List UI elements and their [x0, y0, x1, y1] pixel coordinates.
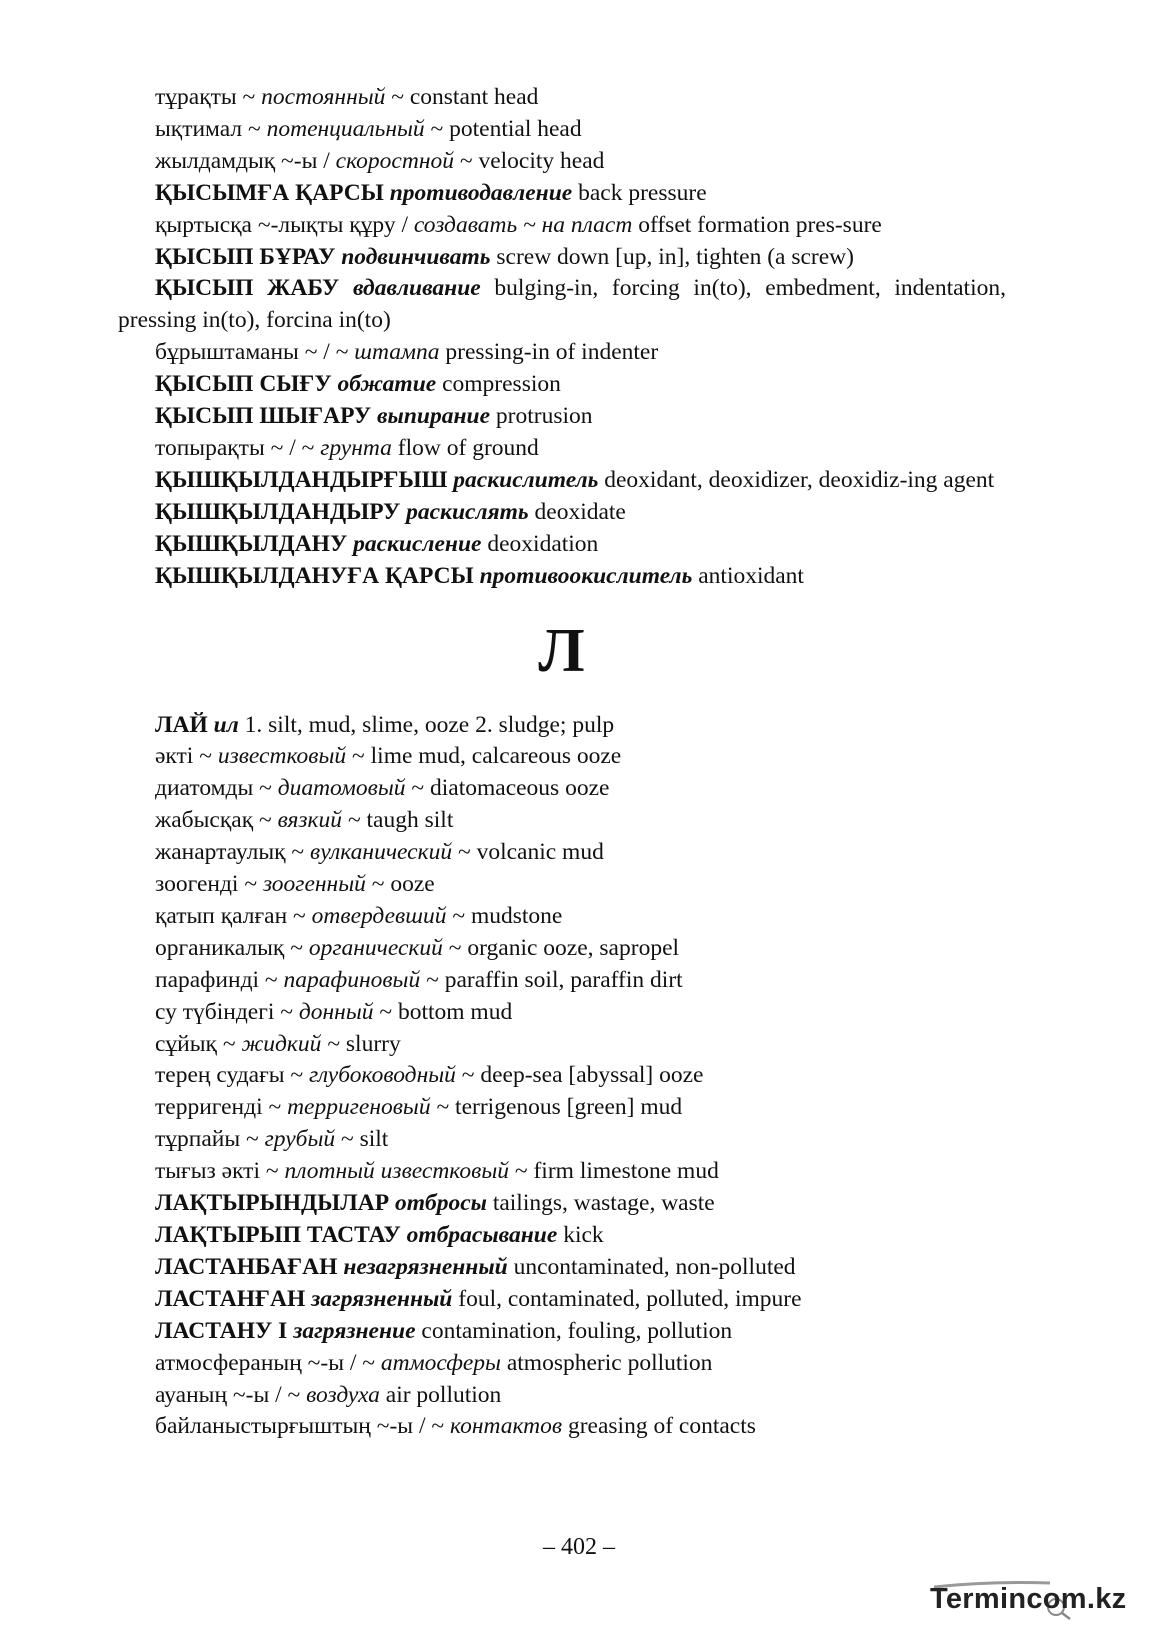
- sub-entry: [118, 433, 1006, 465]
- entry-text: бұрыштаманы ~ / ~: [155, 339, 355, 366]
- russian-term: ил: [213, 711, 239, 738]
- english-translation: 1. silt, mud, slime, ooze 2. sludge; pulp: [238, 711, 615, 738]
- russian-term: вязкий: [277, 807, 343, 834]
- headword-entry: [118, 178, 1006, 210]
- sub-entry: [118, 1156, 1006, 1188]
- russian-term: атмосферы: [380, 1349, 501, 1376]
- entry-text: жылдамдық ~-ы /: [155, 147, 336, 174]
- sub-entry: [118, 869, 1006, 901]
- english-translation: deoxidate: [528, 498, 626, 525]
- english-translation: air pollution: [379, 1381, 502, 1408]
- russian-term: загрязненный: [311, 1285, 453, 1312]
- english-translation: protrusion: [490, 403, 593, 430]
- russian-term: парафиновый: [283, 966, 421, 993]
- russian-term: незагрязненный: [343, 1253, 508, 1280]
- headword: ҚЫШҚЫЛДАНУҒА ҚАРСЫ: [155, 562, 474, 589]
- entry-text: жанартаулық ~: [155, 839, 311, 866]
- english-translation: ~ lime mud, calcareous ooze: [346, 743, 622, 770]
- logo-text: Termincom.kz: [930, 1583, 1127, 1615]
- entry-text: сұйық ~: [155, 1030, 242, 1057]
- russian-term: раскисление: [353, 530, 482, 557]
- english-translation: ~ paraffin soil, paraffin dirt: [420, 966, 683, 993]
- russian-term: штампа: [354, 339, 440, 366]
- headword: ҚЫСЫП СЫҒУ: [155, 371, 332, 398]
- english-translation: deoxidation: [481, 530, 599, 557]
- russian-term: скоростной: [335, 147, 454, 174]
- russian-term: глубоководный: [309, 1062, 456, 1089]
- entry-text: тұрақты ~: [155, 84, 262, 110]
- headword-entry: [118, 465, 1006, 497]
- sub-entry: [118, 1124, 1006, 1156]
- entry-text: су түбіндегі ~: [155, 998, 299, 1025]
- russian-term: отбрасывание: [406, 1222, 558, 1248]
- russian-term: вдавливание: [352, 275, 481, 302]
- english-translation: ~ potential head: [424, 115, 582, 142]
- sub-entry: [118, 1348, 1006, 1380]
- headword: ҚЫСЫП ШЫҒАРУ: [155, 403, 372, 430]
- headword-entry: [118, 1316, 1006, 1348]
- headword: ЛАҚТЫРЫП ТАСТАУ: [155, 1222, 401, 1248]
- russian-term: загрязнение: [293, 1317, 416, 1344]
- english-translation: ~ ooze: [365, 871, 435, 898]
- english-translation: contamination, fouling, pollution: [415, 1317, 733, 1344]
- entry-text: қыртысқа ~-лықты құру /: [155, 211, 414, 238]
- sub-entry: [118, 1380, 1006, 1412]
- page-number: – 402 –: [543, 1534, 615, 1560]
- headword: ЛАСТАНУ I: [155, 1317, 288, 1344]
- russian-term: вулканический: [310, 839, 453, 866]
- russian-term: потенциальный: [266, 115, 425, 142]
- english-translation: ~ velocity head: [454, 147, 605, 174]
- russian-term: обжатие: [337, 371, 437, 398]
- sub-entry: [118, 965, 1006, 997]
- headword: ҚЫШҚЫЛДАНДЫРҒЫШ: [155, 466, 448, 493]
- russian-term: создавать ~ на пласт: [413, 211, 633, 238]
- sub-entry: [118, 1060, 1006, 1092]
- sub-entry: [118, 837, 1006, 869]
- english-translation: tailings, wastage, waste: [486, 1190, 715, 1217]
- entry-text: [339, 275, 353, 301]
- english-translation: ~ firm limestone mud: [509, 1158, 719, 1185]
- sub-entry: [118, 741, 1006, 773]
- english-translation: pressing-in of indenter: [439, 339, 659, 366]
- russian-term: контактов: [449, 1413, 563, 1440]
- english-translation: bulging-in, forcing in(to), embedment, indentation, pressing in(to), forcina in(to): [118, 275, 1006, 334]
- sub-entry: [118, 114, 1006, 146]
- russian-term: раскислитель: [453, 466, 599, 493]
- english-translation: antioxidant: [692, 562, 804, 589]
- entries-top: [118, 82, 1006, 593]
- headword: ЛАСТАНҒАН: [155, 1285, 306, 1312]
- entry-text: тұрпайы ~: [155, 1126, 265, 1153]
- entry-text: терең судағы ~: [155, 1062, 310, 1089]
- russian-term: отбросы: [394, 1190, 487, 1217]
- russian-term: грунта: [320, 434, 392, 461]
- headword-entry: [118, 561, 1006, 593]
- headword-entry: [118, 273, 1006, 337]
- headword-entry: [118, 529, 1006, 561]
- entry-text: топырақты ~ / ~: [155, 434, 321, 461]
- russian-term: раскислять: [406, 498, 529, 525]
- english-translation: ~ bottom mud: [373, 998, 513, 1025]
- headword-entry: [118, 242, 1006, 274]
- russian-term: терригеновый: [287, 1094, 431, 1121]
- dictionary-text: [118, 82, 1006, 1443]
- sub-entry: [118, 1411, 1006, 1443]
- russian-term: зоогенный: [262, 871, 366, 898]
- english-translation: back pressure: [572, 179, 707, 206]
- headword-entry: [118, 1188, 1006, 1220]
- headword-entry: [118, 1252, 1006, 1284]
- entry-text: тығыз әкті ~: [155, 1158, 285, 1185]
- headword: ЛАҚТЫРЫНДЫЛАР: [155, 1190, 390, 1217]
- headword-entry: [118, 369, 1006, 401]
- entry-text: әкті ~: [155, 743, 218, 770]
- russian-term: выпирание: [377, 403, 491, 430]
- headword: ЛАСТАНБАҒАН: [155, 1253, 338, 1280]
- sub-entry: [118, 146, 1006, 178]
- russian-term: органический: [308, 934, 443, 961]
- entry-text: ықтимал ~: [155, 115, 267, 142]
- russian-term: донный: [298, 998, 374, 1025]
- entries-bottom: [118, 710, 1006, 1444]
- russian-term: противодавление: [389, 179, 573, 206]
- sub-entry: [118, 933, 1006, 965]
- headword-entry: [118, 497, 1006, 529]
- russian-term: воздуха: [306, 1381, 380, 1408]
- entry-text: байланыстырғыштың ~-ы / ~: [155, 1413, 450, 1440]
- english-translation: ~ mudstone: [446, 902, 563, 929]
- english-translation: flow of ground: [391, 434, 539, 461]
- russian-term: подвинчивать: [341, 243, 491, 270]
- headword: ҚЫСЫП БҰРАУ: [155, 243, 336, 270]
- english-translation: compression: [436, 371, 561, 398]
- entry-text: диатомды ~: [155, 775, 278, 802]
- sub-entry: [118, 1029, 1006, 1061]
- russian-term: плотный известковый: [284, 1158, 510, 1185]
- english-translation: ~ volcanic mud: [452, 839, 604, 866]
- headword-entry: [118, 710, 1006, 742]
- site-logo[interactable]: [930, 1579, 1142, 1623]
- sub-entry: [118, 82, 1006, 114]
- sub-entry: [118, 773, 1006, 805]
- english-translation: uncontaminated, non-polluted: [507, 1253, 796, 1280]
- russian-term: отвердевший: [311, 902, 447, 929]
- russian-term: известковый: [217, 743, 347, 770]
- section-letter: Л: [538, 616, 586, 685]
- english-translation: ~ deep-sea [abyssal] ooze: [455, 1062, 704, 1089]
- entry-text: зоогенді ~: [155, 871, 263, 898]
- entry-text: атмосфераның ~-ы / ~: [155, 1349, 381, 1376]
- sub-entry: [118, 210, 1006, 242]
- russian-term: жидкий: [241, 1030, 322, 1057]
- english-translation: foul, contaminated, polluted, impure: [452, 1285, 802, 1312]
- entry-text: ауаның ~-ы / ~: [155, 1381, 307, 1408]
- sub-entry: [118, 997, 1006, 1029]
- russian-term: диатомовый: [277, 775, 406, 802]
- sub-entry: [118, 901, 1006, 933]
- headword: ЛАЙ: [155, 711, 208, 738]
- russian-term: противоокислитель: [479, 562, 693, 589]
- english-translation: deoxidant, deoxidizer, deoxidiz-ing agent: [598, 466, 995, 493]
- headword: ҚЫСЫМҒА ҚАРСЫ: [155, 179, 384, 206]
- entry-text: қатып қалған ~: [155, 902, 312, 929]
- english-translation: ~ organic ooze, sapropel: [442, 934, 680, 961]
- english-translation: kick: [557, 1222, 604, 1248]
- headword: ҚЫШҚЫЛДАНДЫРУ: [155, 498, 401, 525]
- english-translation: ~ constant head: [385, 84, 539, 110]
- english-translation: ~ silt: [335, 1126, 389, 1153]
- russian-term: грубый: [264, 1126, 336, 1153]
- entry-text: парафинді ~: [155, 966, 284, 993]
- english-translation: screw down [up, in], tighten (a screw): [490, 243, 854, 270]
- english-translation: ~ diatomaceous ooze: [405, 775, 610, 802]
- entry-text: органикалық ~: [155, 934, 309, 961]
- russian-term: постоянный: [261, 84, 386, 110]
- headword: ҚЫСЫП ЖАБУ: [155, 275, 340, 302]
- headword-entry: [118, 401, 1006, 433]
- english-translation: ~ terrigenous [green] mud: [430, 1094, 683, 1121]
- sub-entry: [118, 1092, 1006, 1124]
- english-translation: ~ slurry: [321, 1030, 401, 1057]
- headword: ҚЫШҚЫЛДАНУ: [155, 530, 348, 557]
- english-translation: greasing of contacts: [562, 1413, 756, 1440]
- entry-text: терригенді ~: [155, 1094, 288, 1121]
- entry-text: жабысқақ ~: [155, 807, 278, 834]
- headword-entry: [118, 1284, 1006, 1316]
- headword-entry: [118, 1220, 1006, 1252]
- sub-entry: [118, 805, 1006, 837]
- sub-entry: [118, 337, 1006, 369]
- english-translation: offset formation pres-sure: [632, 211, 882, 238]
- english-translation: atmospheric pollution: [500, 1349, 713, 1376]
- english-translation: ~ taugh silt: [342, 807, 454, 834]
